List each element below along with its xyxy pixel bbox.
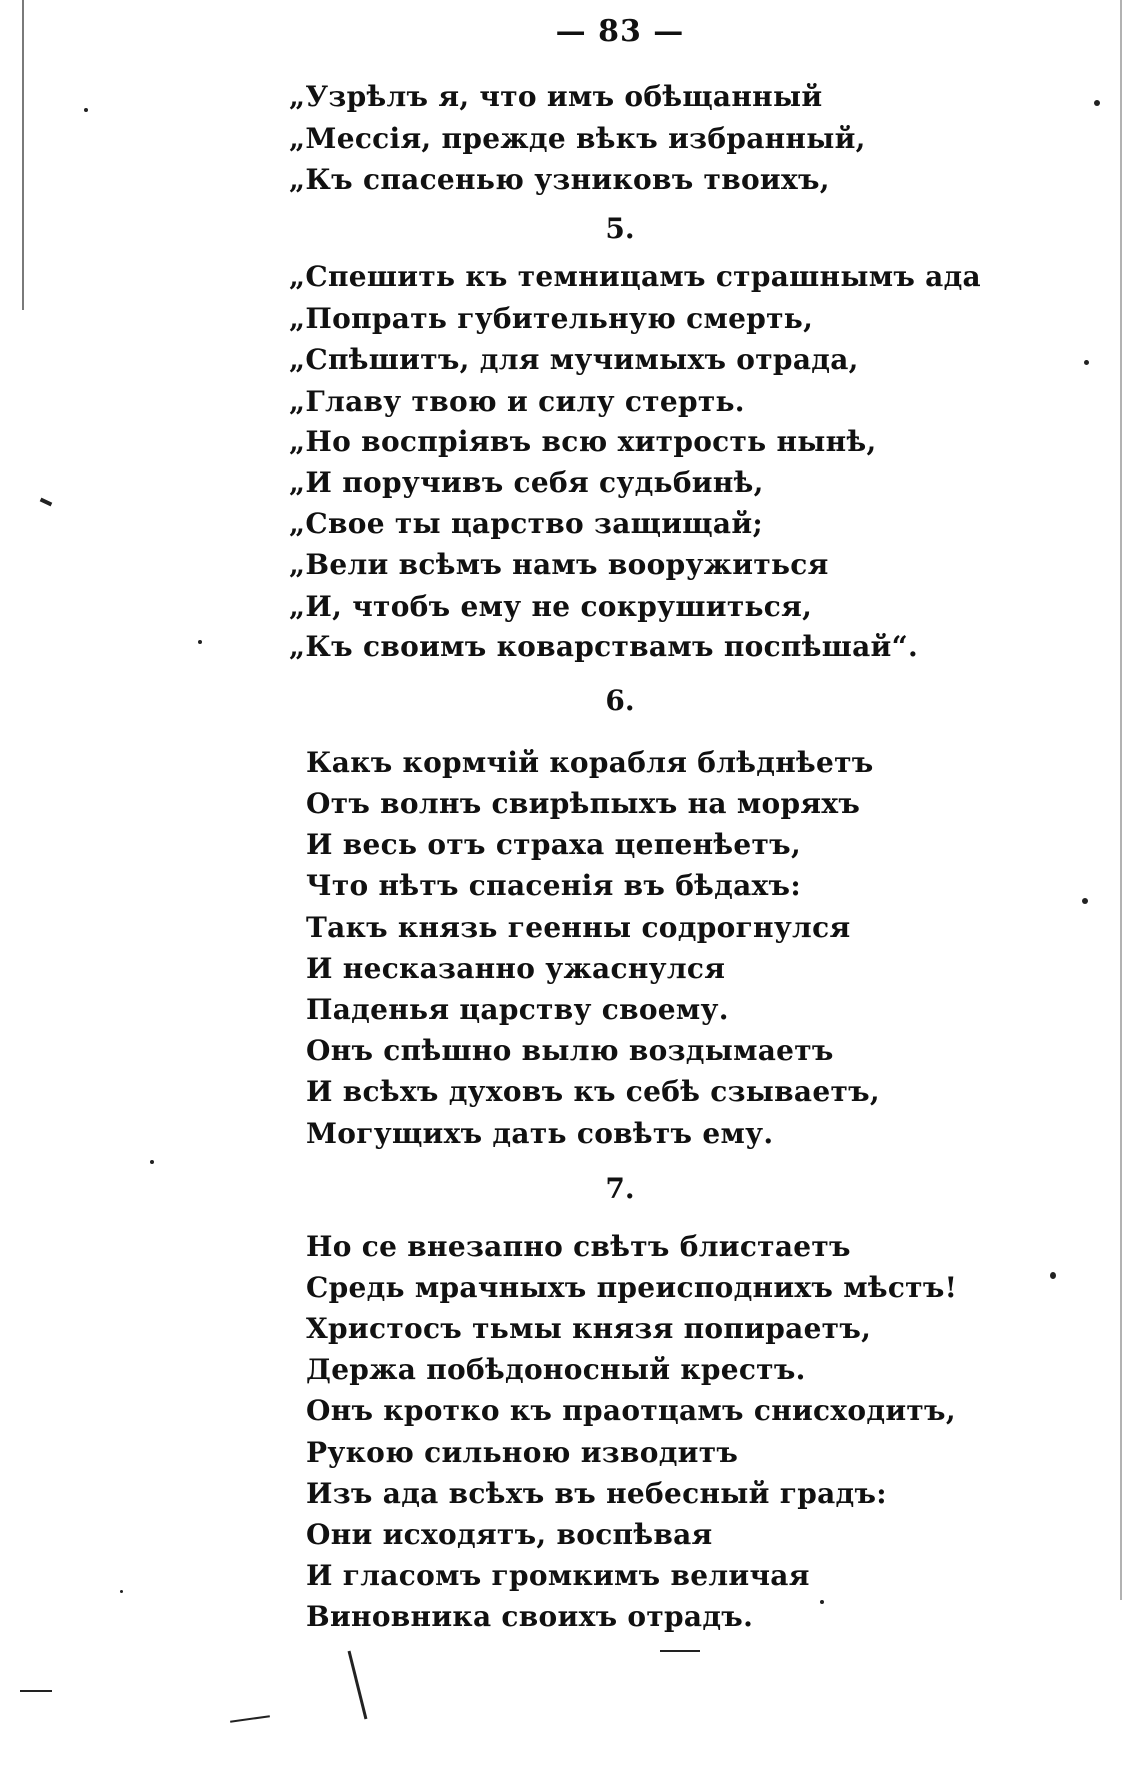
verse-line: Отъ волнъ свирѣпыхъ на моряхъ <box>306 787 861 820</box>
verse-line: Онъ спѣшно вылю воздымаетъ <box>306 1034 834 1067</box>
verse-line: „Главу твою и силу стерть. <box>289 385 745 418</box>
scan-scratch <box>20 1690 52 1692</box>
stanza-number: 6. <box>605 684 635 717</box>
scan-scratch <box>40 498 53 507</box>
verse-line: „Спешить къ темницамъ страшнымъ ада <box>289 260 982 293</box>
stanza-number: 5. <box>605 212 635 245</box>
scan-scratch <box>348 1651 368 1720</box>
verse-line: Изъ ада всѣхъ въ небесный градъ: <box>306 1477 887 1510</box>
verse-line: Могущихъ дать совѣтъ ему. <box>306 1117 774 1150</box>
scan-scratch <box>230 1715 270 1723</box>
scan-scratch <box>660 1650 700 1652</box>
verse-line: Рукою сильною изводитъ <box>306 1436 739 1469</box>
verse-line: „Вели всѣмъ намъ вооружиться <box>289 548 829 581</box>
verse-line: Паденья царству своему. <box>306 993 729 1026</box>
verse-line: „Къ своимъ коварствамъ поспѣшай“. <box>289 630 919 663</box>
scan-speck <box>1084 360 1089 365</box>
verse-line: Они исходятъ, воспѣвая <box>306 1518 713 1551</box>
verse-line: „Попрать губительную смерть, <box>289 302 814 335</box>
verse-line: И всѣхъ духовъ къ себѣ сзываетъ, <box>306 1075 880 1108</box>
verse-line: И гласомъ громкимъ величая <box>306 1559 810 1592</box>
verse-line: Такъ князь геенны содрогнулся <box>306 911 851 944</box>
scan-scratch <box>22 0 24 310</box>
scan-speck <box>820 1600 824 1604</box>
scan-speck <box>1050 1272 1056 1279</box>
scan-speck <box>1082 898 1088 904</box>
verse-line: „И, чтобъ ему не сокрушиться, <box>289 590 813 623</box>
verse-line: „Но воспріявъ всю хитрость нынѣ, <box>289 425 877 458</box>
verse-line: Онъ кротко къ праотцамъ снисходитъ, <box>306 1394 956 1427</box>
verse-line: И весь отъ страха цепенѣетъ, <box>306 828 802 861</box>
verse-line: Какъ кормчій корабля блѣднѣетъ <box>306 746 874 779</box>
verse-line: „Къ спасенью узниковъ твоихъ, <box>289 163 830 196</box>
verse-line: Христосъ тьмы князя попираетъ, <box>306 1312 872 1345</box>
scan-speck <box>120 1590 123 1593</box>
verse-line: „Свое ты царство защищай; <box>289 507 764 540</box>
verse-line: Но се внезапно свѣтъ блистаетъ <box>306 1230 851 1263</box>
verse-line: „Узрѣлъ я, что имъ обѣщанный <box>289 80 823 113</box>
scan-speck <box>1094 100 1100 106</box>
scan-speck <box>84 108 88 112</box>
verse-line: Держа побѣдоносный крестъ. <box>306 1353 806 1386</box>
stanza-number: 7. <box>605 1172 635 1205</box>
verse-line: Средь мрачныхъ преисподнихъ мѣстъ! <box>306 1271 958 1304</box>
scan-speck <box>198 640 202 644</box>
verse-line: „И поручивъ себя судьбинѣ, <box>289 466 764 499</box>
scan-scratch <box>1120 0 1122 1600</box>
verse-line: И несказанно ужаснулся <box>306 952 726 985</box>
verse-line: „Мессія, прежде вѣкъ избранный, <box>289 122 866 155</box>
page-number: — 83 — <box>555 14 685 49</box>
verse-line: Виновника своихъ отрадъ. <box>306 1600 754 1633</box>
verse-line: „Спѣшитъ, для мучимыхъ отрада, <box>289 343 859 376</box>
scan-speck <box>150 1160 154 1164</box>
verse-line: Что нѣтъ спасенія въ бѣдахъ: <box>306 869 801 902</box>
